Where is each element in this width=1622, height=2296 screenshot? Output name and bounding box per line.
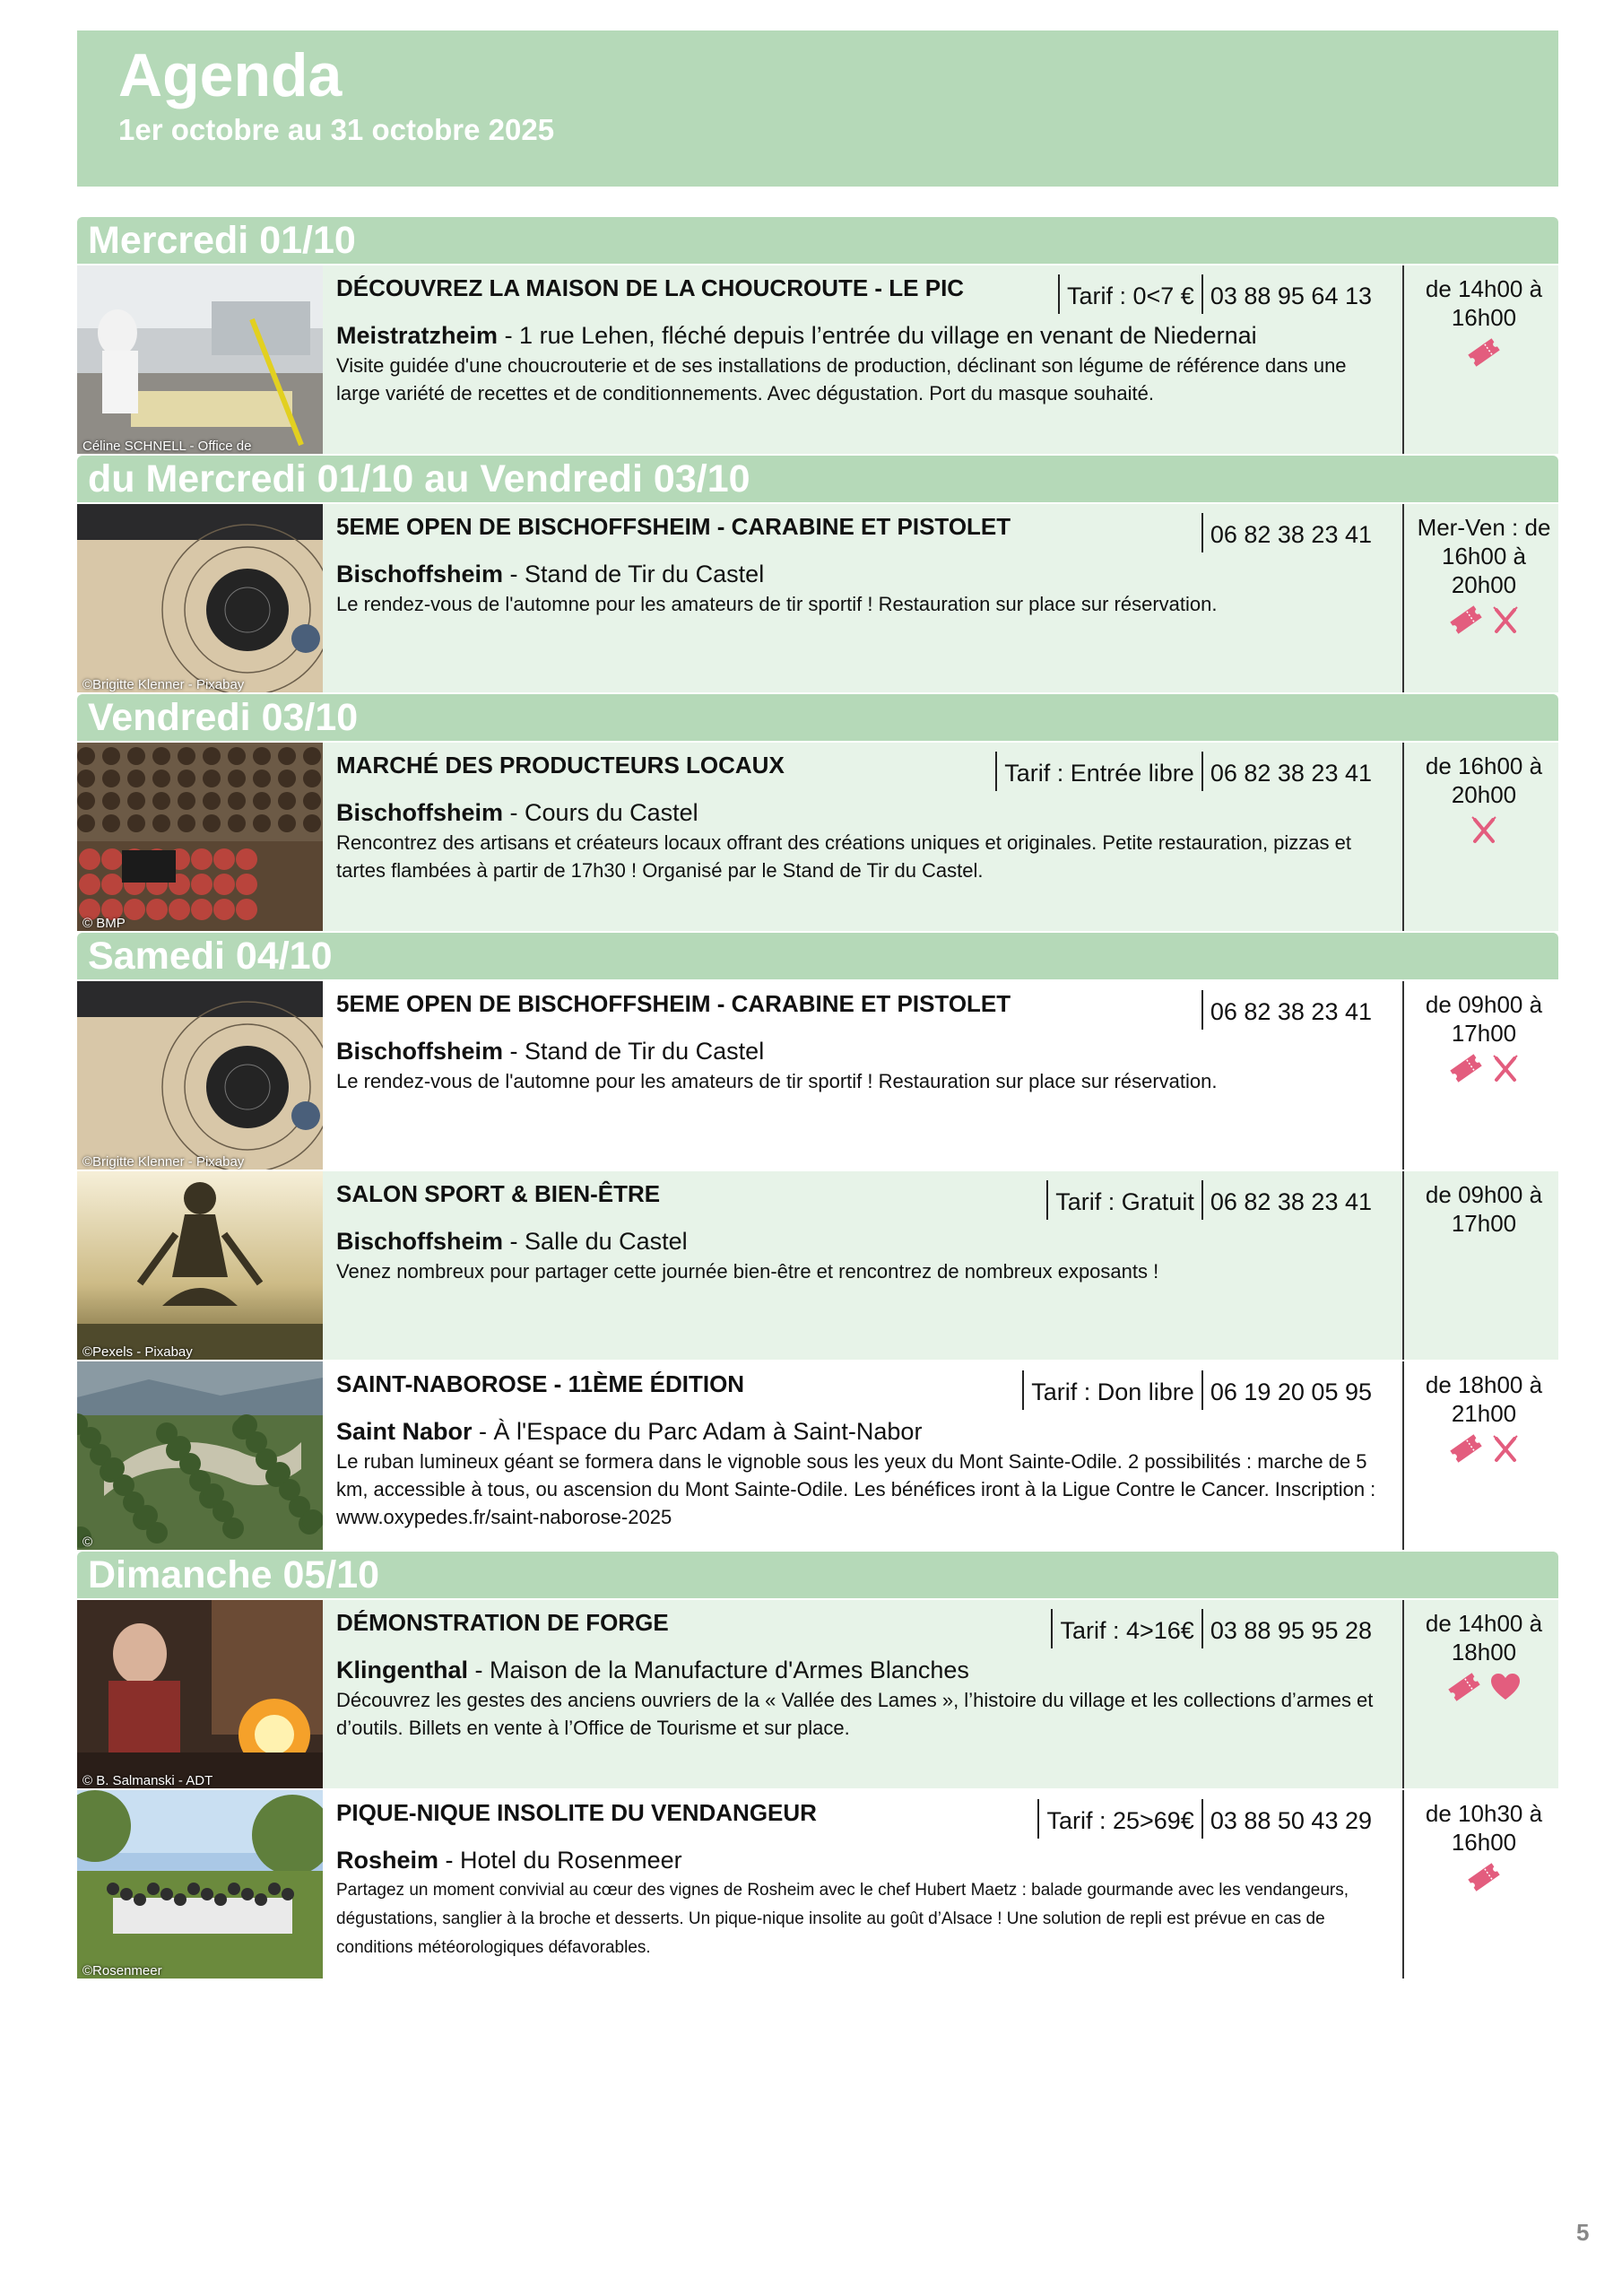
event-price: Tarif : 4>16€: [1051, 1609, 1201, 1648]
event-description: Rencontrez des artisans et créateurs locaux offrant des créations uniques et originales. Petite restauration, pizzas et tartes flambées à partir de 17h30 ! Organisé par le Stand de Tir du Castel.: [336, 831, 1351, 882]
photo-credit: Céline SCHNELL - Office de: [82, 439, 252, 454]
event-town: Rosheim: [336, 1847, 439, 1874]
ticket-icon: [1462, 344, 1505, 360]
event-icons: [1409, 814, 1558, 850]
event-time: de 18h00 à 21h00: [1425, 1371, 1543, 1427]
day-header: [77, 217, 1558, 264]
event-meta: [1037, 1797, 1379, 1840]
page-number: 5: [1576, 2219, 1590, 2246]
event-icons: [1409, 1053, 1558, 1089]
event-description: Venez nombreux pour partager cette journée bien-être et rencontrez de nombreux exposants !: [336, 1260, 1159, 1283]
event-address: - À l'Espace du Parc Adam à Saint-Nabor: [472, 1418, 923, 1445]
event-title: SALON SPORT & BIEN-ÊTRE: [336, 1180, 661, 1207]
event-title: DÉMONSTRATION DE FORGE: [336, 1609, 669, 1636]
event-location: [336, 561, 764, 588]
photo-credit: © B. Salmanski - ADT: [82, 1773, 213, 1788]
event-meta: [1046, 1178, 1379, 1222]
event-location: [336, 1847, 682, 1874]
day-label: Dimanche 05/10: [88, 1553, 380, 1596]
event-phone[interactable]: 03 88 95 95 28: [1201, 1609, 1379, 1648]
photo-credit: ©Brigitte Klenner - Pixabay: [82, 1154, 245, 1170]
event-time: Mer-Ven : de 16h00 à 20h00: [1417, 514, 1551, 598]
event-icons: [1409, 1672, 1558, 1708]
event-photo: [77, 1361, 323, 1550]
event-row: [77, 1790, 1558, 1979]
event-phone[interactable]: 06 82 38 23 41: [1201, 752, 1379, 791]
photo-credit: ©Rosenmeer: [82, 1963, 162, 1979]
event-location: [336, 1228, 688, 1256]
photo-credit: ©Brigitte Klenner - Pixabay: [82, 677, 245, 692]
ticket-icon: [1444, 612, 1488, 627]
day-label: du Mercredi 01/10 au Vendredi 03/10: [88, 457, 750, 500]
day-label: Mercredi 01/10: [88, 219, 356, 262]
event-row: [77, 265, 1558, 454]
event-row: [77, 743, 1558, 931]
agenda-header: [77, 30, 1558, 187]
event-meta: [1201, 988, 1379, 1031]
event-photo: [77, 743, 323, 931]
page-subtitle: 1er octobre au 31 octobre 2025: [118, 113, 555, 146]
cutlery-icon: [1466, 822, 1502, 837]
event-address: - Salle du Castel: [503, 1228, 688, 1255]
photo-credit: ©: [82, 1535, 93, 1550]
heart-icon: [1486, 1679, 1525, 1694]
event-icons: [1409, 1862, 1558, 1898]
event-meta: [1051, 1607, 1379, 1650]
column-divider: [1402, 504, 1404, 692]
event-time: de 16h00 à 20h00: [1425, 752, 1543, 808]
event-photo: [77, 1171, 323, 1360]
event-photo: [77, 504, 323, 692]
event-time: de 09h00 à 17h00: [1425, 991, 1543, 1047]
agenda-list: [77, 217, 1558, 1980]
event-row: [77, 1361, 1558, 1550]
event-time: de 14h00 à 18h00: [1425, 1610, 1543, 1665]
event-address: - Maison de la Manufacture d'Armes Blanches: [468, 1657, 969, 1683]
event-phone[interactable]: 06 19 20 05 95: [1201, 1370, 1379, 1410]
ticket-icon: [1443, 1679, 1486, 1694]
event-time: de 10h30 à 16h00: [1425, 1800, 1543, 1856]
event-address: - Hotel du Rosenmeer: [438, 1847, 682, 1874]
event-title: DÉCOUVREZ LA MAISON DE LA CHOUCROUTE - LE PIC: [336, 274, 965, 301]
cutlery-icon: [1488, 1440, 1523, 1456]
event-title: PIQUE-NIQUE INSOLITE DU VENDANGEUR: [336, 1799, 817, 1826]
event-row: [77, 1600, 1558, 1788]
event-time: de 14h00 à 16h00: [1425, 275, 1543, 331]
event-description: Visite guidée d'une choucrouterie et de ses installations de production, déclinant son légume de référence dans une large variété de recettes et de conditionnements. Avec dégustation. Port du masque souhaité.: [336, 354, 1347, 404]
event-icons: [1409, 1433, 1558, 1469]
cutlery-icon: [1488, 1060, 1523, 1075]
event-row: [77, 1171, 1558, 1360]
column-divider: [1402, 265, 1404, 454]
photo-credit: ©Pexels - Pixabay: [82, 1344, 193, 1360]
event-location: [336, 1038, 764, 1065]
event-description: Le ruban lumineux géant se formera dans le vignoble sous les yeux du Mont Sainte-Odile. 2 possibilités : marche de 5 km, accessible à tous, ou ascension du Mont Sainte-Odile. Les bénéfices iront à la Ligue Contre le Cancer. Inscription : www.oxypedes.fr/saint-naborose-2025: [336, 1450, 1376, 1528]
event-price: Tarif : 0<7 €: [1058, 274, 1201, 314]
day-label: Samedi 04/10: [88, 935, 333, 978]
event-photo: [77, 981, 323, 1170]
day-header: [77, 456, 1558, 502]
event-address: - Cours du Castel: [503, 799, 698, 826]
event-meta: [995, 750, 1379, 793]
event-meta: [1022, 1369, 1379, 1412]
day-header: [77, 933, 1558, 979]
event-photo: [77, 265, 323, 454]
photo-credit: © BMP: [82, 916, 126, 931]
event-description: Partagez un moment convivial au cœur des vignes de Rosheim avec le chef Hubert Maetz : balade gourmande avec les vendangeurs, dégustations, sanglier à la broche et desserts. Un pique-nique insolite au goût d’Alsace ! Une solution de repli est prévue en cas de conditions météorologiques défavorables.: [336, 1881, 1349, 1957]
event-address: - Stand de Tir du Castel: [503, 1038, 765, 1065]
event-town: Bischoffsheim: [336, 799, 504, 826]
day-label: Vendredi 03/10: [88, 696, 359, 739]
event-phone[interactable]: 06 82 38 23 41: [1201, 1180, 1379, 1220]
day-header: [77, 1552, 1558, 1598]
event-phone[interactable]: 06 82 38 23 41: [1201, 513, 1379, 552]
event-town: Bischoffsheim: [336, 1038, 504, 1065]
event-row: [77, 981, 1558, 1170]
event-location: [336, 1418, 922, 1446]
event-title: SAINT-NABOROSE - 11ÈME ÉDITION: [336, 1370, 745, 1397]
column-divider: [1402, 743, 1404, 931]
event-price: Tarif : Entrée libre: [995, 752, 1201, 791]
event-photo: [77, 1600, 323, 1788]
event-description: Le rendez-vous de l'automne pour les amateurs de tir sportif ! Restauration sur place sur réservation.: [336, 1070, 1218, 1092]
event-town: Bischoffsheim: [336, 1228, 504, 1255]
ticket-icon: [1444, 1060, 1488, 1075]
event-price: Tarif : Gratuit: [1046, 1180, 1201, 1220]
day-header: [77, 694, 1558, 741]
event-meta: [1201, 511, 1379, 554]
event-price: Tarif : 25>69€: [1037, 1799, 1201, 1839]
event-location: [336, 1657, 969, 1684]
event-phone[interactable]: 03 88 95 64 13: [1201, 274, 1379, 314]
event-description: Découvrez les gestes des anciens ouvriers de la « Vallée des Lames », l’histoire du village et les collections d’armes et d’outils. Billets en vente à l’Office de Tourisme et sur place.: [336, 1689, 1374, 1739]
event-town: Meistratzheim: [336, 322, 499, 349]
event-address: - Stand de Tir du Castel: [503, 561, 765, 587]
event-location: [336, 799, 698, 827]
ticket-icon: [1462, 1869, 1505, 1884]
column-divider: [1402, 1171, 1404, 1360]
event-photo: [77, 1790, 323, 1979]
event-town: Bischoffsheim: [336, 561, 504, 587]
event-icons: [1409, 604, 1558, 640]
column-divider: [1402, 1790, 1404, 1979]
event-town: Klingenthal: [336, 1657, 468, 1683]
event-time: de 09h00 à 17h00: [1425, 1181, 1543, 1237]
event-town: Saint Nabor: [336, 1418, 473, 1445]
event-row: [77, 504, 1558, 692]
ticket-icon: [1444, 1440, 1488, 1456]
event-title: 5EME OPEN DE BISCHOFFSHEIM - CARABINE ET PISTOLET: [336, 513, 1011, 540]
cutlery-icon: [1488, 612, 1523, 627]
event-phone[interactable]: 06 82 38 23 41: [1201, 990, 1379, 1030]
column-divider: [1402, 981, 1404, 1170]
event-title: 5EME OPEN DE BISCHOFFSHEIM - CARABINE ET PISTOLET: [336, 990, 1011, 1017]
page-title: Agenda: [118, 41, 343, 109]
event-title: MARCHÉ DES PRODUCTEURS LOCAUX: [336, 752, 785, 778]
event-location: [336, 322, 1257, 350]
column-divider: [1402, 1361, 1404, 1550]
event-meta: [1058, 273, 1379, 316]
column-divider: [1402, 1600, 1404, 1788]
event-description: Le rendez-vous de l'automne pour les amateurs de tir sportif ! Restauration sur place sur réservation.: [336, 593, 1218, 615]
event-icons: [1409, 337, 1558, 373]
event-address: - 1 rue Lehen, fléché depuis l’entrée du village en venant de Niedernai: [498, 322, 1257, 349]
event-phone[interactable]: 03 88 50 43 29: [1201, 1799, 1379, 1839]
event-price: Tarif : Don libre: [1022, 1370, 1201, 1410]
